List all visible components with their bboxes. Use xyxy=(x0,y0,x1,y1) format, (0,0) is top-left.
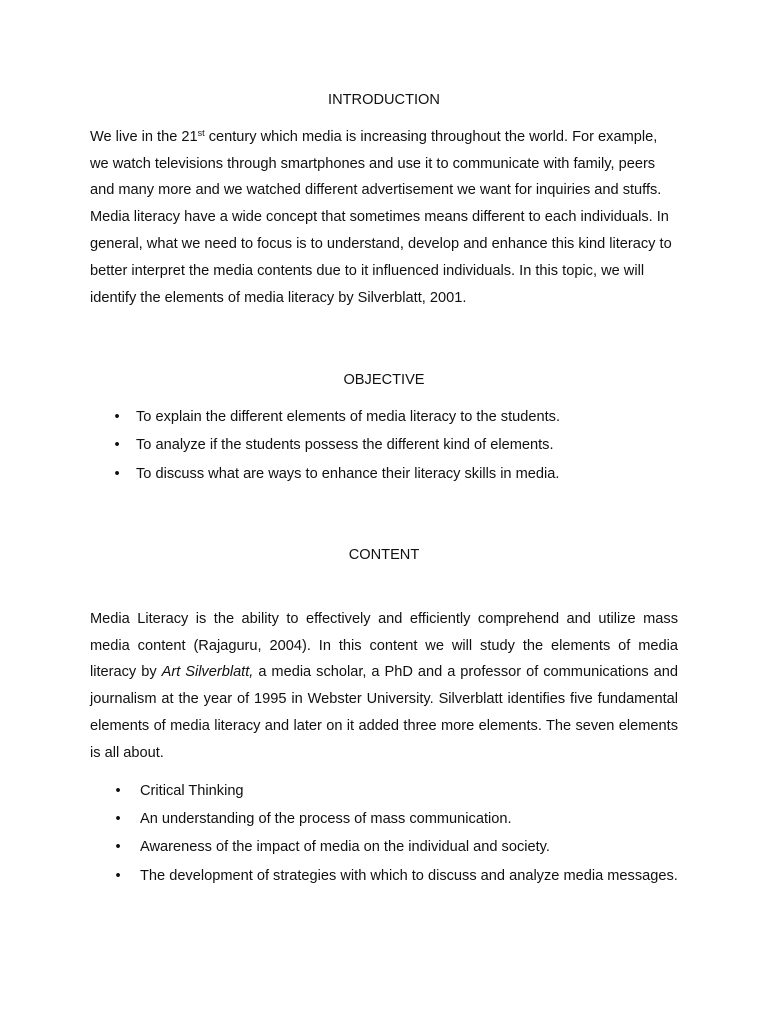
bullet-icon: • xyxy=(115,782,121,799)
list-item-text: Critical Thinking xyxy=(140,782,244,799)
bullet-icon: • xyxy=(114,409,120,426)
elements-list xyxy=(90,778,678,890)
list-item-text: To discuss what are ways to enhance their literacy skills in media. xyxy=(136,465,560,482)
introduction-text-rest: century which media is increasing throughout the world. For example, we watch televisions through smartphones and use it to communicate with family, peers and many more and we watched different advertisement we want for inquiries and stuffs. Media literacy have a wide concept that sometimes means different to each individuals. In general, what we need to focus is to understand, develop and enhance this kind literacy to better interpret the media contents due to it influenced individuals. In this topic, we will identify the elements of media literacy by Silverblatt, 2001. xyxy=(90,128,672,306)
content-text-before: Media Literacy is the ability to effectively and efficiently comprehend and utilize mass media content (Rajaguru, 2004). In this content we will study the elements of media literacy by xyxy=(90,610,678,681)
content-paragraph xyxy=(90,606,678,767)
list-item-text: The development of strategies with which to discuss and analyze media messages. xyxy=(140,867,678,884)
list-item xyxy=(90,778,678,805)
objective-heading: OBJECTIVE xyxy=(343,372,425,389)
list-item xyxy=(90,834,678,861)
bullet-icon: • xyxy=(115,810,121,827)
list-item xyxy=(90,806,678,833)
author-name: Art Silverblatt, xyxy=(161,664,254,681)
list-item-text: An understanding of the process of mass communication. xyxy=(140,810,512,827)
ordinal-suffix: st xyxy=(197,127,205,138)
list-item-text: To explain the different elements of media literacy to the students. xyxy=(136,409,561,426)
list-item xyxy=(90,432,678,459)
bullet-icon: • xyxy=(115,867,121,884)
list-item xyxy=(90,404,678,431)
objective-list xyxy=(90,404,678,487)
list-item-text: Awareness of the impact of media on the individual and society. xyxy=(140,839,550,856)
introduction-heading: INTRODUCTION xyxy=(328,92,440,108)
content-heading: CONTENT xyxy=(348,547,420,564)
document-page xyxy=(90,87,678,891)
bullet-icon: • xyxy=(114,465,120,482)
bullet-icon: • xyxy=(114,437,120,454)
introduction-paragraph xyxy=(90,124,678,312)
introduction-text-start: We live in the 21 xyxy=(90,128,198,145)
list-item xyxy=(90,863,678,890)
list-item-text: To analyze if the students possess the different kind of elements. xyxy=(136,437,554,454)
bullet-icon: • xyxy=(115,839,121,856)
list-item xyxy=(90,461,678,488)
content-text-after: a media scholar, a PhD and a professor of communications and journalism at the year of 1995 in Webster University. Silverblatt identifies five fundamental elements of media literacy and later on it added three more elements. The seven elements is all about. xyxy=(90,664,679,761)
